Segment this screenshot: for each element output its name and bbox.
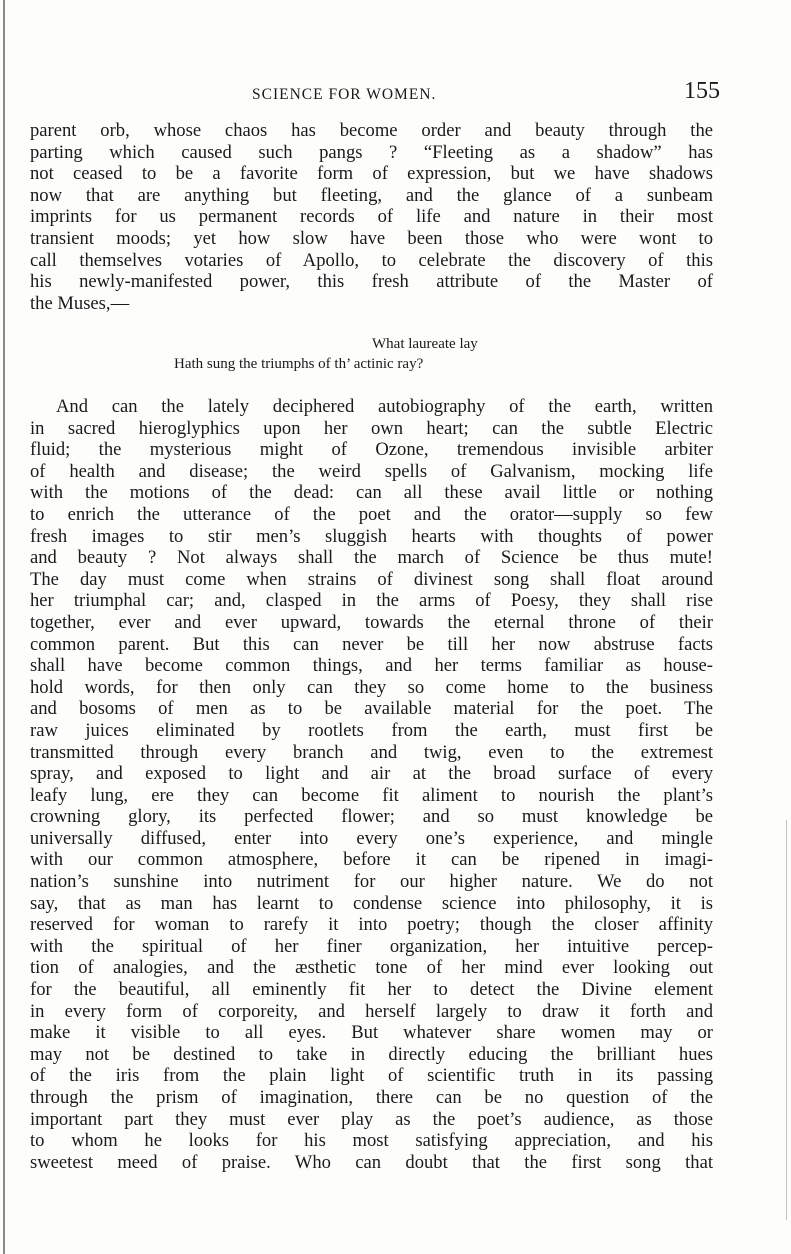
text-line: raw juices eliminated by rootlets from the earth, must first be xyxy=(30,719,713,741)
text-line: not ceased to be a favorite form of expression, but we have shadows xyxy=(30,163,713,185)
text-line: parent orb, whose chaos has become order and beauty through the xyxy=(30,120,713,141)
page-edge-shadow xyxy=(3,0,5,1254)
text-line: to whom he looks for his most satisfying appreciation, and his xyxy=(30,1130,713,1152)
text-line: spray, and exposed to light and air at the broad surface of every xyxy=(30,763,713,785)
text-line: imprints for us permanent records of life and nature in their most xyxy=(30,206,713,228)
text-line: nation’s sunshine into nutriment for our higher nature. We do not xyxy=(30,871,713,893)
text-line: together, ever and ever upward, towards the eternal throne of their xyxy=(30,611,713,633)
verse-quote xyxy=(30,334,713,374)
text-line: sweetest meed of praise. Who can doubt that the first song that xyxy=(30,1151,713,1173)
page-number: 155 xyxy=(684,78,720,104)
text-line: of the iris from the plain light of scientific truth in its passing xyxy=(30,1065,713,1087)
running-title: SCIENCE FOR WOMEN. xyxy=(252,86,437,103)
text-line: in every form of corporeity, and herself largely to draw it forth and xyxy=(30,1000,713,1022)
text-line: to enrich the utterance of the poet and the orator—supply so few xyxy=(30,503,713,525)
page-header xyxy=(30,80,720,114)
text-line: The day must come when strains of divinest song shall float around xyxy=(30,568,713,590)
text-line: the Muses,— xyxy=(30,292,130,314)
text-line: now that are anything but fleeting, and the glance of a sunbeam xyxy=(30,184,713,206)
text-line: universally diffused, enter into every one’s experience, and mingle xyxy=(30,827,713,849)
text-line: and beauty ? Not always shall the march of Science be thus mute! xyxy=(30,547,713,569)
verse-line: Hath sung the triumphs of th’ actinic ray? xyxy=(174,356,424,372)
text-line: her triumphal car; and, clasped in the arms of Poesy, they shall rise xyxy=(30,590,713,612)
text-line: crowning glory, its perfected flower; and so must knowledge be xyxy=(30,806,713,828)
text-line: leafy lung, ere they can become fit aliment to nourish the plant’s xyxy=(30,784,713,806)
paragraph-continuation xyxy=(30,120,713,314)
text-line: his newly-manifested power, this fresh attribute of the Master of xyxy=(30,271,713,293)
verse-line: What laureate lay xyxy=(372,336,478,352)
page-edge-mark xyxy=(786,820,787,1220)
text-line: parting which caused such pangs ? “Fleeting as a shadow” has xyxy=(30,141,713,163)
text-line: fresh images to stir men’s sluggish hearts with thoughts of power xyxy=(30,525,713,547)
text-line: hold words, for then only can they so come home to the business xyxy=(30,676,713,698)
text-line: tion of analogies, and the æsthetic tone of her mind ever looking out xyxy=(30,957,713,979)
text-line: for the beautiful, all eminently fit her to detect the Divine element xyxy=(30,979,713,1001)
text-line: call themselves votaries of Apollo, to celebrate the discovery of this xyxy=(30,249,713,271)
text-line: in sacred hieroglyphics upon her own heart; can the subtle Electric xyxy=(30,417,713,439)
text-line: transient moods; yet how slow have been those who were wont to xyxy=(30,227,713,249)
text-line: important part they must ever play as the poet’s audience, as those xyxy=(30,1108,713,1130)
text-line: of health and disease; the weird spells of Galvanism, mocking life xyxy=(30,460,713,482)
text-line: shall have become common things, and her terms familiar as house- xyxy=(30,655,713,677)
text-line: say, that as man has learnt to condense science into philosophy, it is xyxy=(30,892,713,914)
text-line: and bosoms of men as to be available material for the poet. The xyxy=(30,698,713,720)
text-line: with the spiritual of her finer organization, her intuitive percep- xyxy=(30,935,713,957)
text-line: make it visible to all eyes. But whatever share women may or xyxy=(30,1022,713,1044)
text-line: fluid; the mysterious might of Ozone, tremendous invisible arbiter xyxy=(30,439,713,461)
text-line: And can the lately deciphered autobiography of the earth, written xyxy=(56,396,713,417)
text-line: reserved for woman to rarefy it into poetry; though the closer affinity xyxy=(30,914,713,936)
text-line: through the prism of imagination, there can be no question of the xyxy=(30,1087,713,1108)
text-line: may not be destined to take in directly educing the brilliant hues xyxy=(30,1043,713,1065)
text-line: common parent. But this can never be till her now abstruse facts xyxy=(30,633,713,655)
paragraph-main xyxy=(30,396,713,1173)
text-line: transmitted through every branch and twig, even to the extremest xyxy=(30,741,713,763)
text-line: with the motions of the dead: can all these avail little or nothing xyxy=(30,482,713,504)
text-line: with our common atmosphere, before it can be ripened in imagi- xyxy=(30,849,713,871)
